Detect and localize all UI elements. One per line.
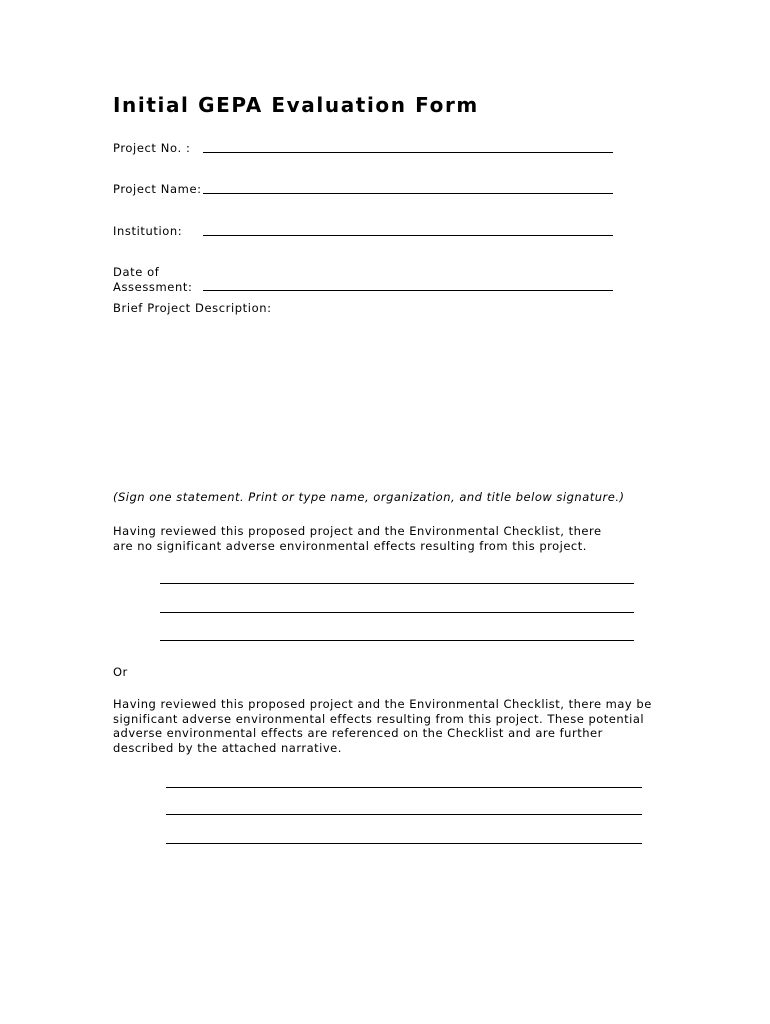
signature-instruction: (Sign one statement. Print or type name, organization, and title below signature.) <box>113 490 625 504</box>
signature-line[interactable] <box>160 640 634 641</box>
project-no-field[interactable] <box>203 152 613 153</box>
description-label: Brief Project Description: <box>113 301 272 315</box>
form-title: Initial GEPA Evaluation Form <box>113 93 479 117</box>
signature-line[interactable] <box>160 583 634 584</box>
date-of-assessment-label-line1: Date of <box>113 265 160 279</box>
description-area[interactable] <box>113 318 643 478</box>
signature-line[interactable] <box>166 814 642 815</box>
institution-field[interactable] <box>203 235 613 236</box>
or-label: Or <box>113 665 128 679</box>
date-of-assessment-field[interactable] <box>203 290 613 291</box>
signature-line[interactable] <box>166 787 642 788</box>
project-name-label: Project Name: <box>113 182 202 196</box>
signature-line[interactable] <box>166 843 642 844</box>
statement-possible-effects: Having reviewed this proposed project and the Environmental Checklist, there may be significant adverse environmental effects resulting from this project. These potential adverse environmental effects are referenced on the Checklist and are further described by the attached narrative. <box>113 697 652 755</box>
project-no-label: Project No. : <box>113 141 191 155</box>
project-name-field[interactable] <box>203 193 613 194</box>
institution-label: Institution: <box>113 224 183 238</box>
signature-line[interactable] <box>160 612 634 613</box>
statement-no-effects: Having reviewed this proposed project and the Environmental Checklist, there are no significant adverse environmental effects resulting from this project. <box>113 524 602 553</box>
date-of-assessment-label-line2: Assessment: <box>113 280 193 294</box>
